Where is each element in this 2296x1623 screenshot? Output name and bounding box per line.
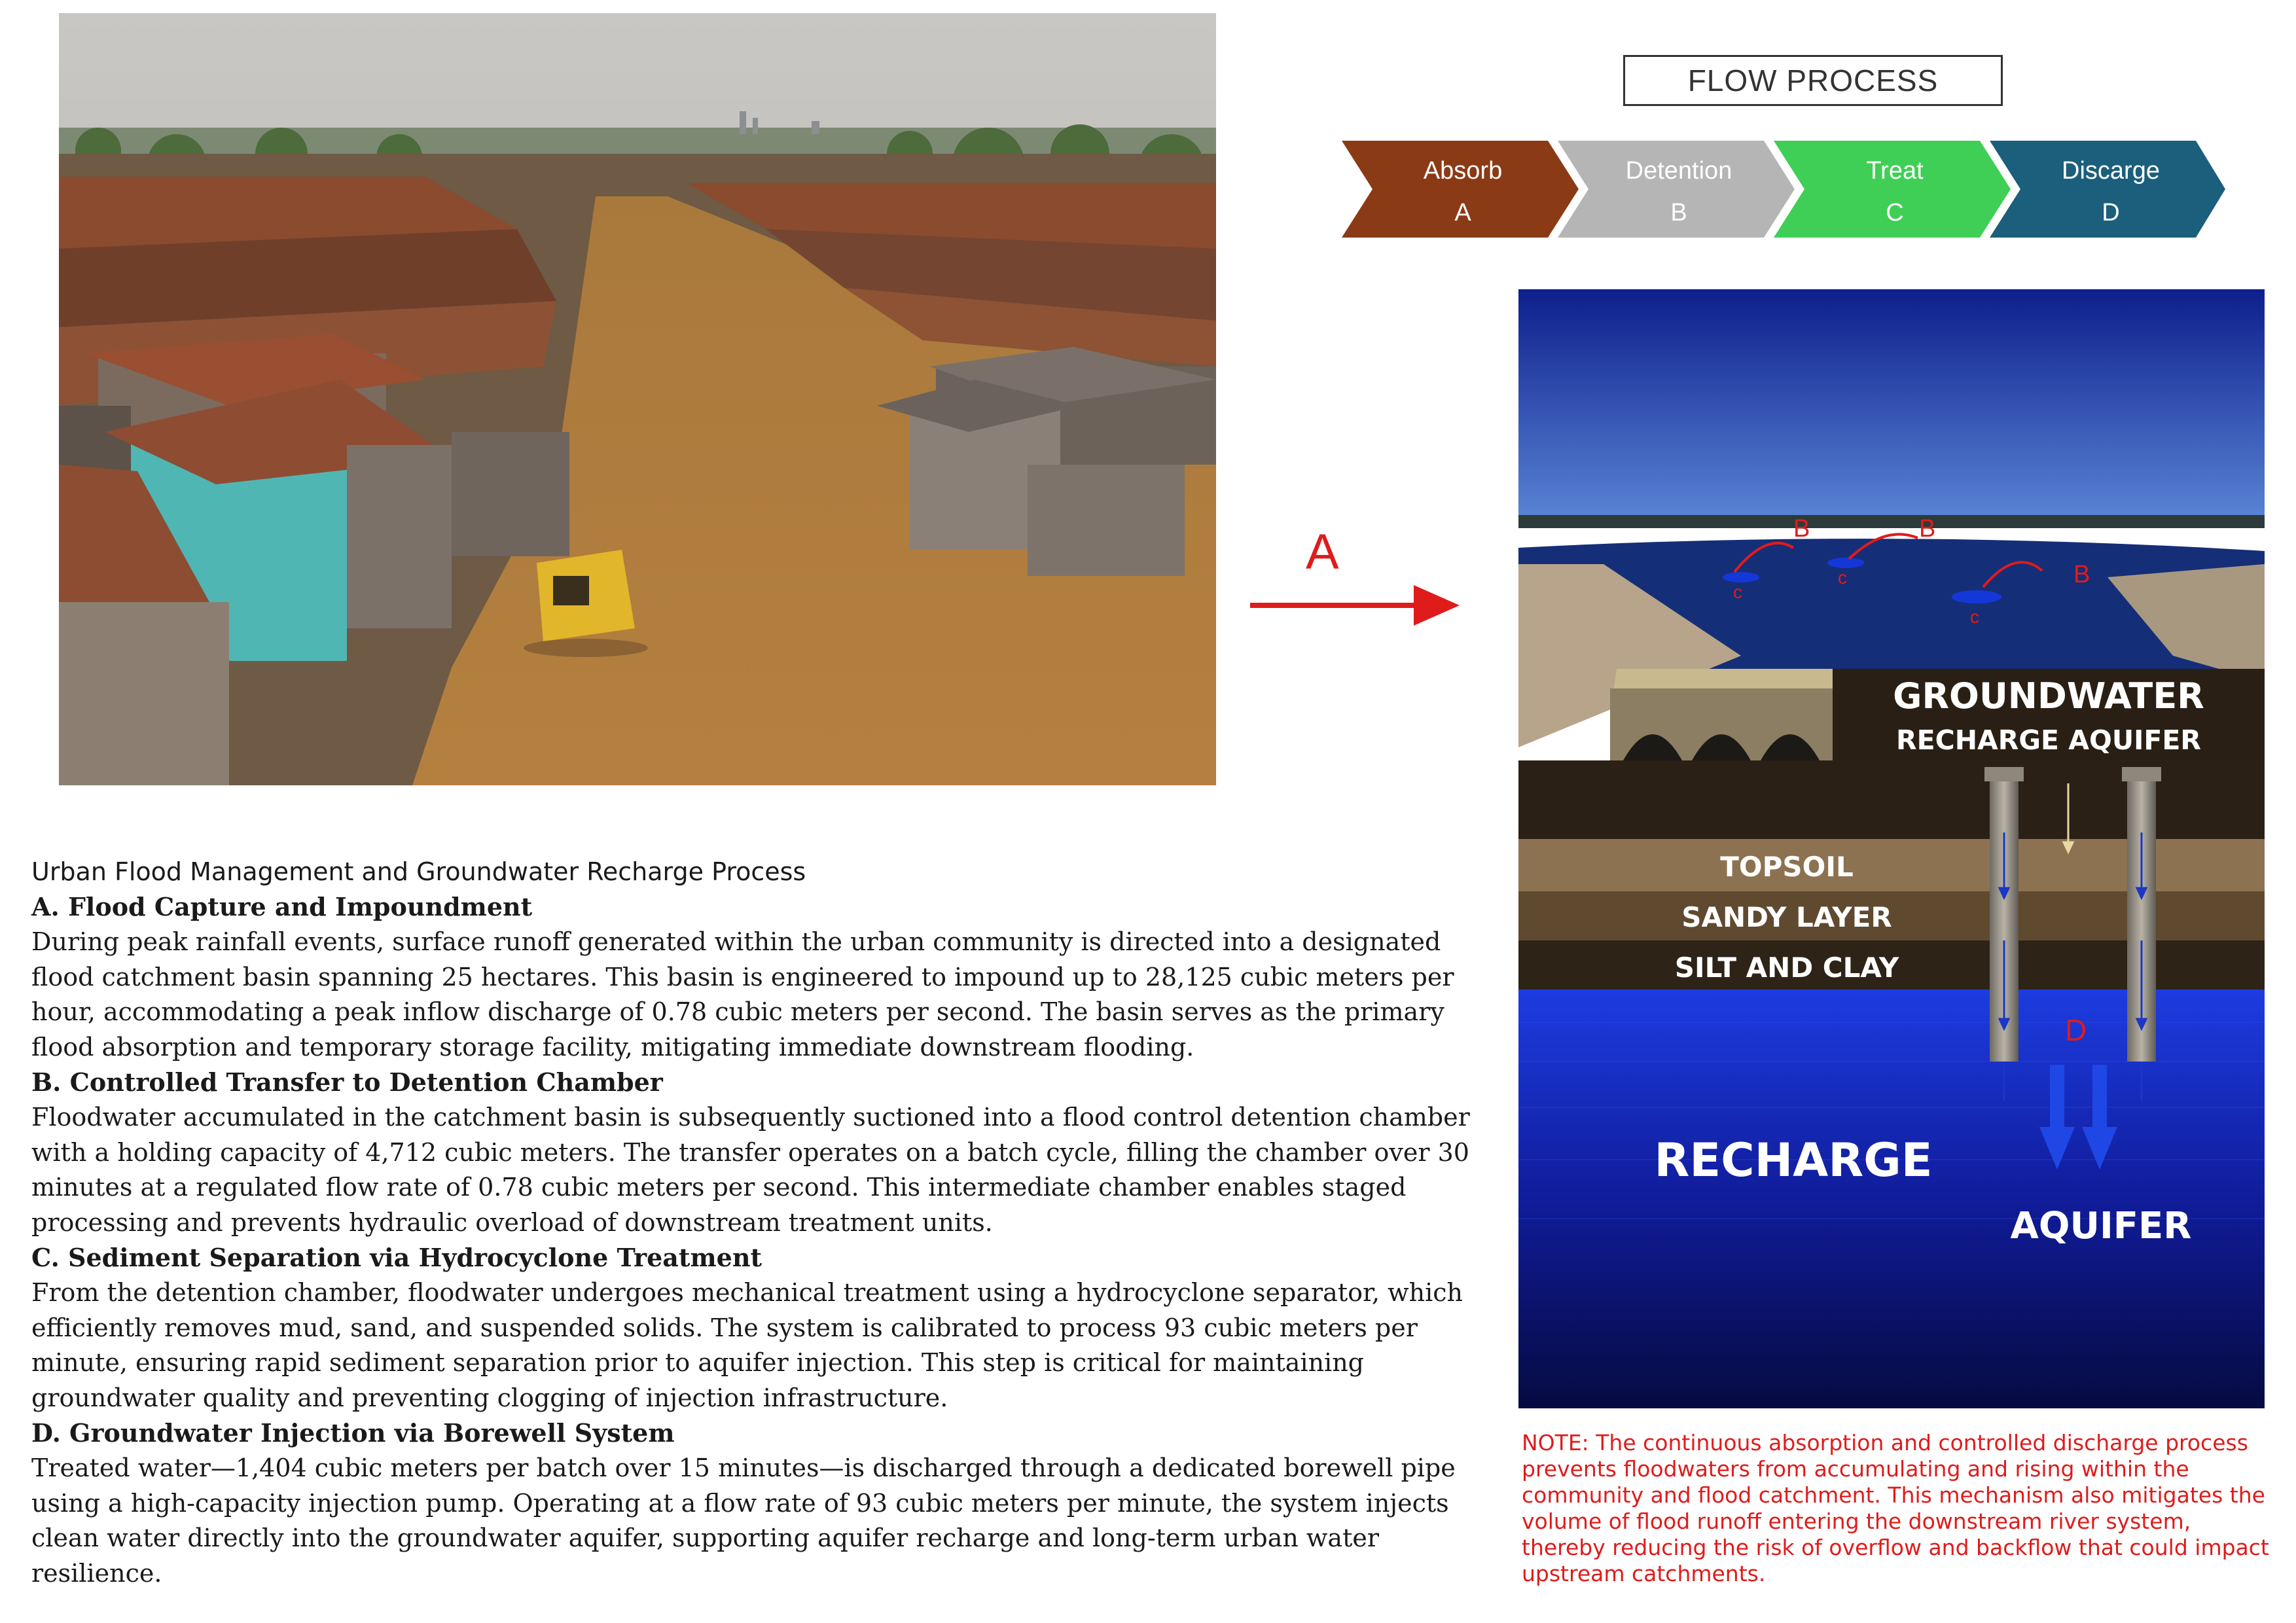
flow-step-treat-letter: C bbox=[1886, 199, 1904, 226]
flow-step-discarge-name: Discarge bbox=[2062, 157, 2160, 185]
section-c-heading: C. Sediment Separation via Hydrocyclone Treatment bbox=[31, 1243, 762, 1272]
flow-step-discarge-letter: D bbox=[2102, 199, 2120, 226]
section-d-body: Treated water—1,404 cubic meters per batch over 15 minutes—is discharged through a dedicated borewell pipe using a high-capacity injection pump. Operating at a flow rate of 93 cubic meters per minute, the system injects clean water directly into the groundwater aquifer, supporting aquifer recharge and long-term urban water resilience. bbox=[31, 1454, 1456, 1588]
layer-silt: SILT AND CLAY bbox=[1674, 952, 1899, 984]
arrow-right-icon bbox=[1250, 576, 1460, 635]
flow-step-treat-name: Treat bbox=[1866, 157, 1924, 185]
arrow-a-label: A bbox=[1306, 524, 1339, 580]
recharge-section-diagram bbox=[1518, 289, 2265, 1408]
flow-process-title: FLOW PROCESS bbox=[1623, 55, 2003, 106]
flow-step-absorb bbox=[1342, 141, 1579, 238]
flow-step-absorb-name: Absorb bbox=[1423, 157, 1503, 185]
mark-b-1: B bbox=[1793, 515, 1810, 543]
section-a-heading: A. Flood Capture and Impoundment bbox=[31, 892, 533, 921]
flow-step-detention-letter: B bbox=[1670, 199, 1687, 226]
section-b-heading: B. Controlled Transfer to Detention Chamber bbox=[31, 1067, 663, 1097]
mark-b-3: B bbox=[2073, 561, 2090, 588]
aquifer-label: AQUIFER bbox=[2010, 1205, 2192, 1247]
document-title: Urban Flood Management and Groundwater Recharge Process bbox=[31, 857, 806, 886]
recharge-label: RECHARGE bbox=[1654, 1133, 1933, 1187]
diagram-title-2: RECHARGE AQUIFER bbox=[1896, 724, 2201, 756]
section-d-heading: D. Groundwater Injection via Borewell System bbox=[31, 1418, 675, 1448]
mark-c-3: c bbox=[1970, 607, 1979, 627]
flow-step-detention bbox=[1558, 141, 1795, 238]
flood-photo-illustration bbox=[59, 13, 1216, 785]
flood-photo bbox=[59, 13, 1216, 785]
mark-d: D bbox=[2065, 1013, 2087, 1047]
flow-step-discarge bbox=[1990, 141, 2225, 238]
diagram-title-1: GROUNDWATER bbox=[1893, 675, 2204, 717]
mark-c-2: c bbox=[1838, 567, 1847, 588]
flow-step-treat bbox=[1774, 141, 2011, 238]
mark-c-1: c bbox=[1733, 582, 1742, 602]
flow-step-detention-name: Detention bbox=[1625, 157, 1732, 185]
note-text: NOTE: The continuous absorption and controlled discharge process prevents floodwaters from accumulating and rising within the community and flood catchment. This mechanism also mitigates the volume of flood runoff entering the downstream river system, thereby reducing the risk of overflow and backflow that could impact upstream catchments. bbox=[1522, 1430, 2269, 1586]
flow-step-absorb-letter: A bbox=[1454, 199, 1471, 226]
layer-topsoil: TOPSOIL bbox=[1720, 851, 1854, 883]
layer-sandy: SANDY LAYER bbox=[1681, 901, 1892, 933]
flow-steps bbox=[1342, 141, 2225, 238]
section-c-body: From the detention chamber, floodwater undergoes mechanical treatment using a hydrocyclone separator, which efficiently removes mud, sand, and suspended solids. The system is calibrated to process 93 cubic meters per minute, ensuring rapid sediment separation prior to aquifer injection. This step is critical for maintaining groundwater quality and preventing clogging of injection infrastructure. bbox=[31, 1278, 1463, 1412]
section-b-body: Floodwater accumulated in the catchment basin is subsequently suctioned into a flood control detention chamber with a holding capacity of 4,712 cubic meters. The transfer operates on a batch cycle, filling the chamber over 30 minutes at a regulated flow rate of 0.78 cubic meters per second. This intermediate chamber enables staged processing and prevents hydraulic overload of downstream treatment units. bbox=[31, 1103, 1470, 1237]
mark-b-2: B bbox=[1919, 515, 1936, 543]
section-a-body: During peak rainfall events, surface runoff generated within the urban community is directed into a designated flood catchment basin spanning 25 hectares. This basin is engineered to impound up to 28,125 cubic meters per hour, accommodating a peak inflow discharge of 0.78 cubic meters per second. The basin serves as the primary flood absorption and temporary storage facility, mitigating immediate downstream flooding. bbox=[31, 927, 1454, 1061]
process-description bbox=[31, 854, 1498, 1591]
